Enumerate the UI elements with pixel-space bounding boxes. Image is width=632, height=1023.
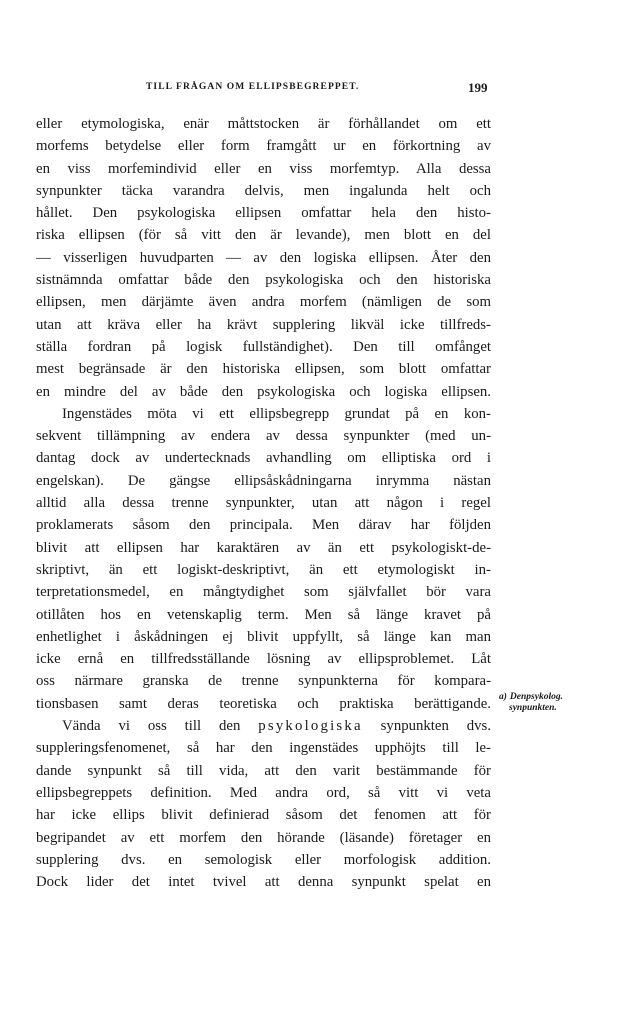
text-line: engelskan). De gängse ellipsåskådningarna inrymma nästan: [36, 472, 491, 489]
text-line: hållet. Den psykologiska ellipsen omfattar hela den histo-: [36, 205, 491, 222]
text-line: skriptivt, än ett logiskt-deskriptivt, än ett etymologiskt in-: [36, 561, 491, 578]
text-line: Dock lider det intet tvivel att denna synpunkt spelat en: [36, 874, 491, 891]
text-line: ställa fordran på logisk fullständighet). Den till omfånget: [36, 338, 491, 355]
text-line: sekvent tillämpning av endera av dessa synpunkter (med un-: [36, 428, 491, 445]
text-line: — visserligen huvudparten — av den logiska ellipsen. Åter den: [36, 249, 491, 266]
text-line: blivit att ellipsen har karaktären av än ett psykologiskt-de-: [36, 539, 491, 556]
text-line: morfems betydelse eller form framgått ur en förkortning av: [36, 138, 491, 155]
text-segment: synpunkten dvs.: [380, 718, 491, 735]
text-line: otillåten hos en vetenskaplig term. Men så länge kravet på: [36, 606, 491, 623]
text-line-emphasis: [36, 715, 491, 737]
text-line: utan att kräva eller ha krävt supplering likväl icke tillfreds-: [36, 316, 491, 333]
text-line: ellipsbegreppets definition. Med andra ord, så vitt vi veta: [36, 784, 491, 801]
text-line: oss närmare granska de trenne synpunkterna för kompara-: [36, 673, 491, 690]
text-line: terpretationsmedel, en mångtydighet som självfallet bör vara: [36, 584, 491, 601]
text-line: icke ernå en tillfredsställande lösning av ellipsproblemet. Låt: [36, 651, 491, 668]
text-line: begripandet av ett morfem den hörande (läsande) företager en: [36, 829, 491, 846]
text-line: sistnämnda omfattar både den psykologiska och den historiska: [36, 272, 491, 289]
text-line: en viss morfemindivid eller en viss morfemtyp. Alla dessa: [36, 160, 491, 177]
margin-note: [499, 692, 563, 714]
text-line: enhetlighet i åskådningen ej blivit uppfyllt, så länge kan man: [36, 628, 491, 645]
margin-note-line: synpunkten.: [509, 703, 557, 713]
body-text: [36, 113, 491, 893]
text-line: riska ellipsen (för så vitt den är levande), men blott en del: [36, 227, 491, 244]
text-line: har icke ellips blivit definierad såsom det fenomen att för: [36, 807, 491, 824]
text-line: synpunkter täcka varandra delvis, men ingalunda helt och: [36, 182, 491, 199]
text-line: supplering dvs. en semologisk eller morfologisk addition.: [36, 851, 491, 868]
margin-note-marker: a): [499, 692, 507, 702]
text-line: tionsbasen samt deras teoretiska och praktiska berättigande.: [36, 695, 491, 712]
text-line: mest begränsade är den historiska ellipsen, som blott omfattar: [36, 361, 491, 378]
margin-note-line: Denpsykolog.: [509, 692, 563, 702]
text-line: eller etymologiska, enär måttstocken är förhållandet om ett: [36, 116, 491, 132]
emphasized-word: psykologiska: [258, 718, 363, 735]
page-number: 199: [468, 80, 488, 95]
text-line: alltid alla dessa trenne synpunkter, utan att någon i regel: [36, 495, 491, 512]
running-head-title: TILL FRÅGAN OM ELLIPSBEGREPPET.: [146, 82, 360, 92]
text-line: dantag dock av undertecknads avhandling om elliptiska ord i: [36, 450, 491, 467]
text-line: suppleringsfenomenet, så har den ingenstädes upphöjts till le-: [36, 740, 491, 757]
text-line: dande synpunkt så till vida, att den varit bestämmande för: [36, 762, 491, 779]
text-segment: Vända vi oss till den: [62, 718, 241, 735]
text-line: proklamerats såsom den principala. Men därav har följden: [36, 517, 491, 534]
text-line: ellipsen, men därjämte även andra morfem (nämligen de som: [36, 294, 491, 311]
text-line: Ingenstädes möta vi ett ellipsbegrepp grundat på en kon-: [62, 405, 491, 422]
text-line: en mindre del av både den psykologiska och logiska ellipsen.: [36, 383, 491, 400]
